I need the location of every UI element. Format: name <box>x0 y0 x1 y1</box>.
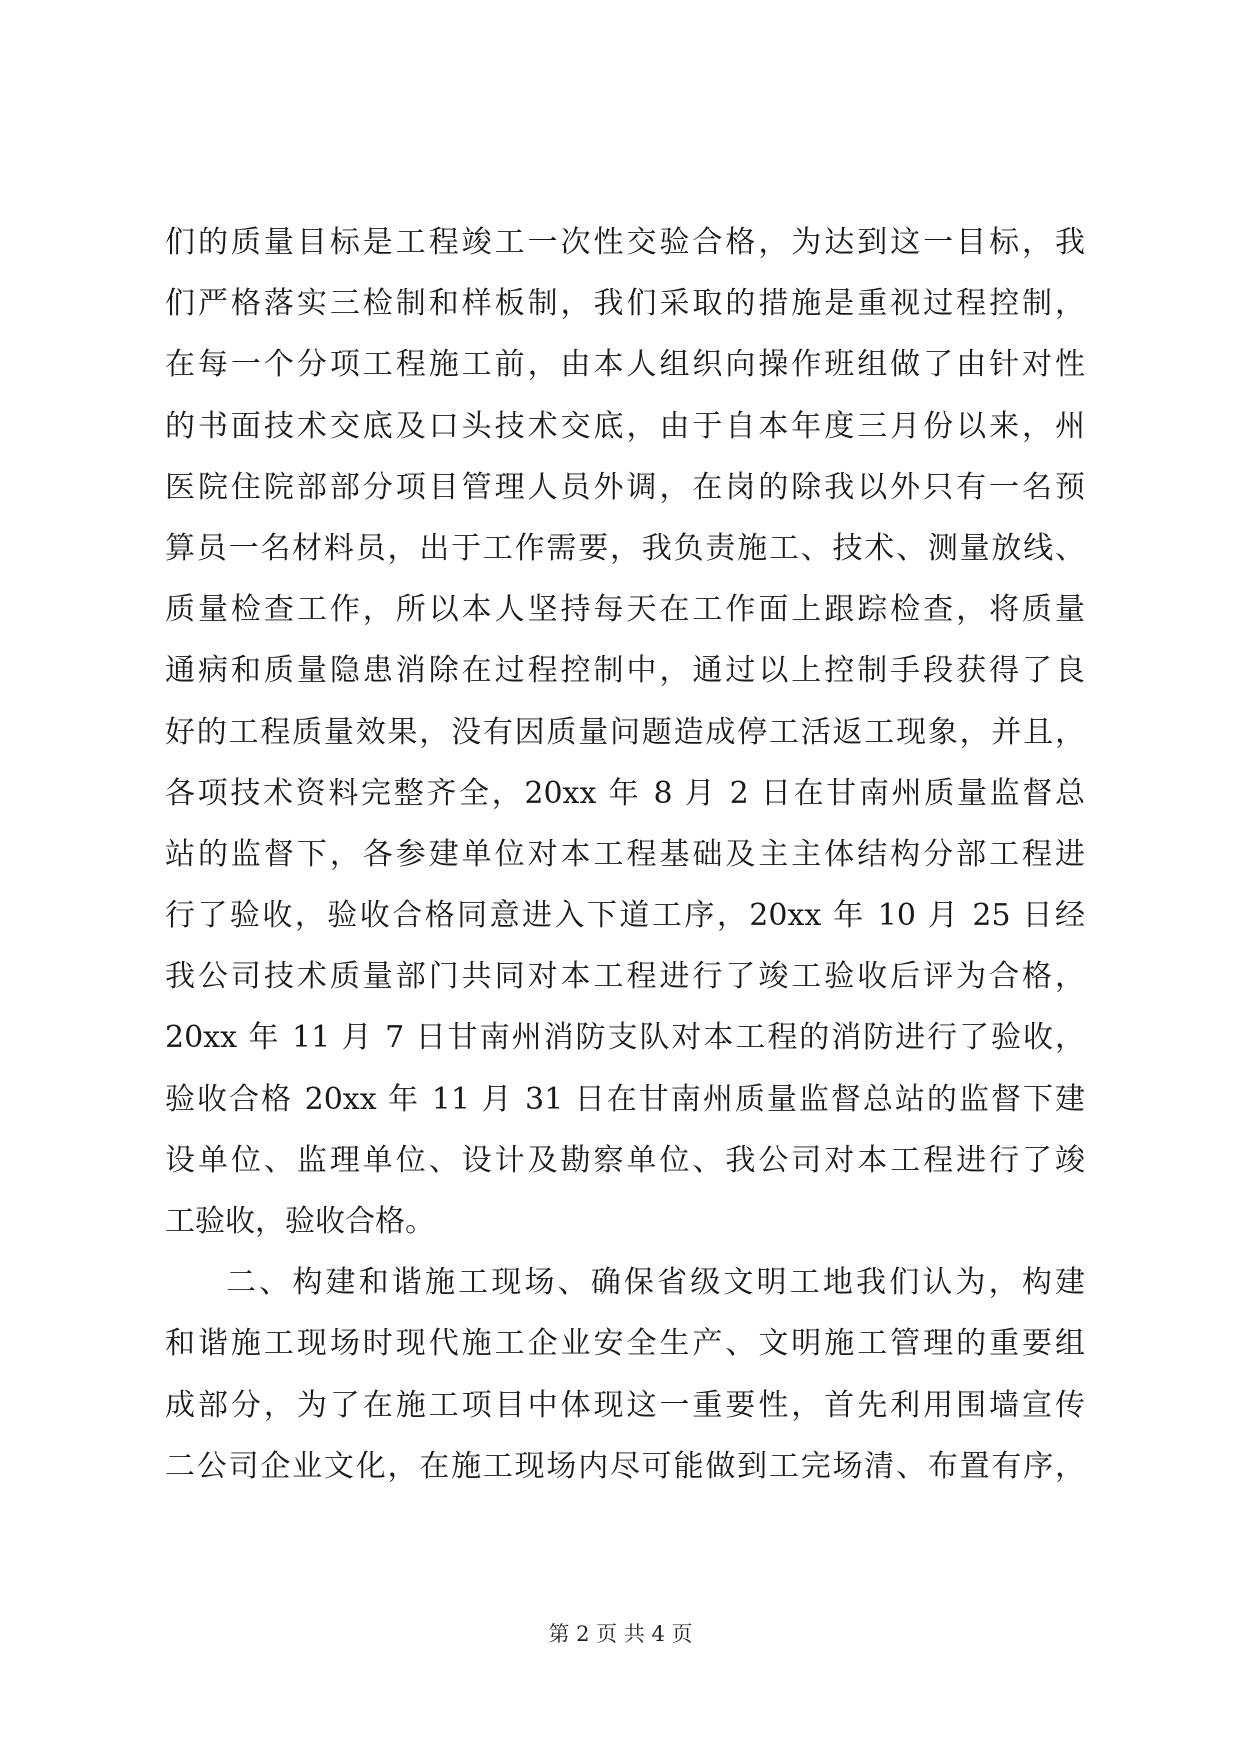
body-text <box>165 212 1085 1497</box>
text-line: 质量检查工作，所以本人坚持每天在工作面上跟踪检查，将质量 <box>165 592 1085 628</box>
text-line: 和谐施工现场时现代施工企业安全生产、文明施工管理的重要组 <box>165 1326 1085 1362</box>
text-line: 设单位、监理单位、设计及勘察单位、我公司对本工程进行了竣 <box>165 1142 1085 1178</box>
text-line: 通病和质量隐患消除在过程控制中，通过以上控制手段获得了良 <box>165 653 1085 689</box>
text-line: 二公司企业文化，在施工现场内尽可能做到工完场清、布置有序， <box>165 1448 1085 1484</box>
page-number: 第 2 页 共 4 页 <box>548 1622 693 1646</box>
text-line: 各项技术资料完整齐全，20xx 年 8 月 2 日在甘南州质量监督总 <box>165 775 1085 811</box>
text-line: 们严格落实三检制和样板制，我们采取的措施是重视过程控制， <box>165 286 1085 322</box>
text-line: 行了验收，验收合格同意进入下道工序，20xx 年 10 月 25 日经 <box>165 898 1085 934</box>
text-line: 验收合格 20xx 年 11 月 31 日在甘南州质量监督总站的监督下建 <box>165 1081 1085 1117</box>
text-line: 好的工程质量效果，没有因质量问题造成停工活返工现象，并且， <box>165 714 1085 750</box>
text-line: 的书面技术交底及口头技术交底，由于自本年度三月份以来，州 <box>165 408 1085 444</box>
text-line: 二、构建和谐施工现场、确保省级文明工地我们认为，构建 <box>226 1265 1085 1301</box>
text-line: 站的监督下，各参建单位对本工程基础及主主体结构分部工程进 <box>165 836 1085 872</box>
text-line: 们的质量目标是工程竣工一次性交验合格，为达到这一目标，我 <box>165 225 1085 260</box>
text-line: 工验收，验收合格。 <box>165 1204 435 1239</box>
page-footer <box>0 1618 1241 1648</box>
text-line: 算员一名材料员，出于工作需要，我负责施工、技术、测量放线、 <box>165 530 1085 566</box>
text-line: 我公司技术质量部门共同对本工程进行了竣工验收后评为合格， <box>165 959 1085 995</box>
text-line: 医院住院部部分项目管理人员外调，在岗的除我以外只有一名预 <box>165 469 1085 505</box>
text-line: 20xx 年 11 月 7 日甘南州消防支队对本工程的消防进行了验收， <box>165 1020 1085 1056</box>
text-line: 成部分，为了在施工项目中体现这一重要性，首先利用围墙宣传 <box>165 1387 1085 1423</box>
text-line: 在每一个分项工程施工前，由本人组织向操作班组做了由针对性 <box>165 347 1085 383</box>
